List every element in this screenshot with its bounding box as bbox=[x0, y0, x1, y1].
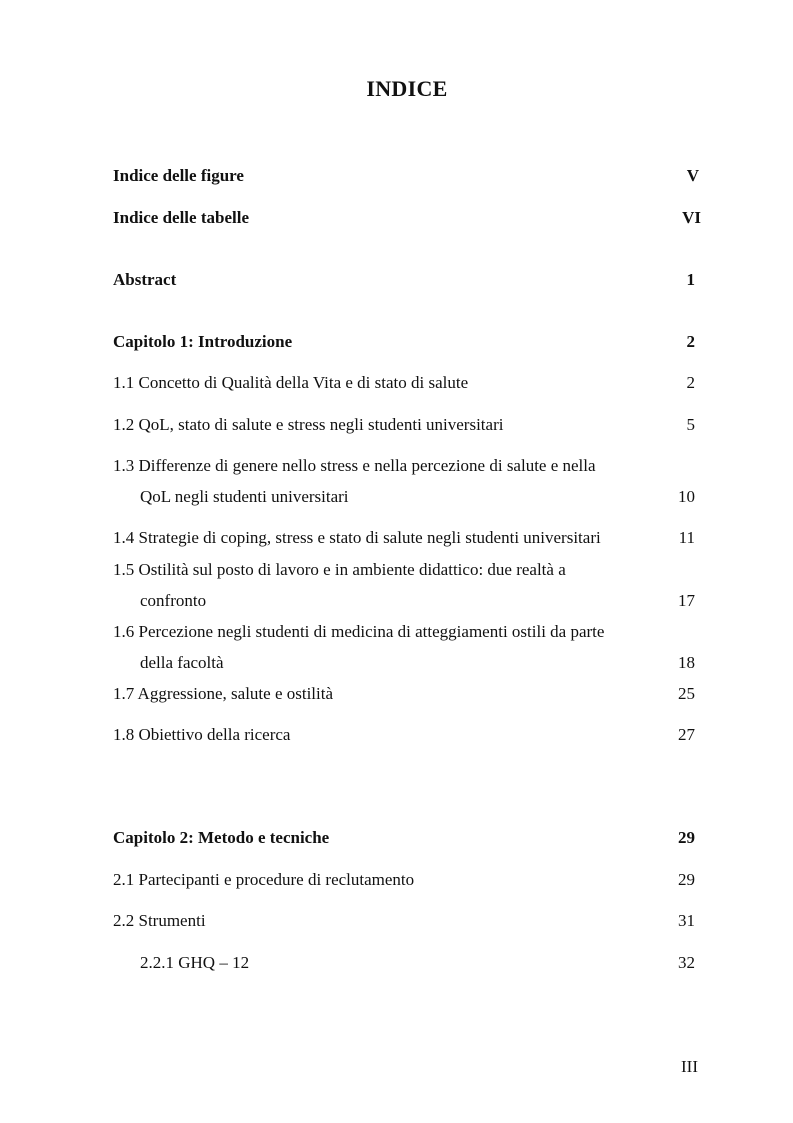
toc-entry-text: Indice delle figure bbox=[113, 166, 244, 185]
toc-entry-text-continuation: confronto bbox=[140, 591, 207, 610]
toc-entry-page: 5 bbox=[686, 415, 695, 434]
toc-entry-page: 17 bbox=[678, 591, 695, 610]
toc-entry-2-1[interactable] bbox=[113, 869, 701, 891]
toc-entry-1-6[interactable] bbox=[113, 621, 701, 643]
toc-entry-text: 1.5 Ostilità sul posto di lavoro e in ambiente didattico: due realtà a bbox=[113, 560, 566, 579]
toc-entry-page: 18 bbox=[678, 653, 695, 672]
toc-entry-text-continuation: della facoltà bbox=[140, 653, 224, 672]
toc-entry-text: 2.1 Partecipanti e procedure di reclutamento bbox=[113, 870, 415, 889]
toc-entry-2-2-1[interactable] bbox=[113, 952, 701, 974]
toc-entry-text: 1.4 Strategie di coping, stress e stato di salute negli studenti universitari bbox=[113, 528, 601, 547]
toc-entry-chapter-1[interactable] bbox=[113, 331, 701, 353]
toc-entry-text: 1.3 Differenze di genere nello stress e nella percezione di salute e nella bbox=[113, 456, 596, 475]
toc-entry-page: 31 bbox=[678, 911, 695, 930]
toc-entry-figure-index[interactable] bbox=[113, 165, 701, 187]
toc-entry-text: Capitolo 2: Metodo e tecniche bbox=[113, 828, 330, 847]
toc-entry-1-8[interactable] bbox=[113, 724, 701, 746]
toc-entry-text: 1.1 Concetto di Qualità della Vita e di stato di salute bbox=[113, 373, 469, 392]
toc-entry-1-7[interactable] bbox=[113, 683, 701, 705]
toc-entry-1-4[interactable] bbox=[113, 527, 701, 549]
toc-entry-page: 2 bbox=[686, 332, 695, 351]
toc-entry-text: Capitolo 1: Introduzione bbox=[113, 332, 293, 351]
toc-entry-text: Indice delle tabelle bbox=[113, 208, 249, 227]
toc-entry-1-1[interactable] bbox=[113, 372, 701, 394]
page-number: III bbox=[681, 1057, 698, 1076]
toc-entry-text-continuation: QoL negli studenti universitari bbox=[140, 487, 349, 506]
toc-entry-page: 32 bbox=[678, 953, 695, 972]
toc-entry-page: 11 bbox=[678, 528, 695, 547]
toc-entry-page: 29 bbox=[678, 870, 695, 889]
toc-entry-1-3[interactable] bbox=[113, 455, 701, 477]
toc-entry-text: 1.7 Aggressione, salute e ostilità bbox=[113, 684, 334, 703]
toc-entry-page: 10 bbox=[678, 487, 695, 506]
toc-entry-page: 1 bbox=[686, 270, 695, 289]
toc-entry-abstract[interactable] bbox=[113, 269, 701, 291]
toc-entry-text: 1.8 Obiettivo della ricerca bbox=[113, 725, 291, 744]
toc-entry-text: 1.6 Percezione negli studenti di medicina di atteggiamenti ostili da parte bbox=[113, 622, 605, 641]
toc-entry-page: 2 bbox=[686, 373, 695, 392]
toc-entry-text: Abstract bbox=[113, 270, 177, 289]
toc-entry-2-2[interactable] bbox=[113, 910, 701, 932]
toc-entry-1-6-continuation[interactable] bbox=[113, 652, 701, 674]
page-title: INDICE bbox=[366, 76, 448, 101]
toc-entry-page: VI bbox=[682, 208, 701, 227]
toc-entry-page: 27 bbox=[678, 725, 695, 744]
toc-entry-1-5[interactable] bbox=[113, 559, 701, 581]
toc-entry-chapter-2[interactable] bbox=[113, 827, 701, 849]
toc-entry-page: V bbox=[686, 166, 699, 185]
toc-entry-text: 2.2.1 GHQ – 12 bbox=[140, 953, 250, 972]
toc-entry-1-5-continuation[interactable] bbox=[113, 590, 701, 612]
toc-entry-table-index[interactable] bbox=[113, 207, 701, 229]
toc-entry-1-3-continuation[interactable] bbox=[113, 486, 701, 508]
toc-entry-text: 2.2 Strumenti bbox=[113, 911, 206, 930]
toc-entry-1-2[interactable] bbox=[113, 414, 701, 436]
toc-entry-page: 25 bbox=[678, 684, 695, 703]
toc-entry-text: 1.2 QoL, stato di salute e stress negli studenti universitari bbox=[113, 415, 504, 434]
toc-entry-page: 29 bbox=[678, 828, 695, 847]
